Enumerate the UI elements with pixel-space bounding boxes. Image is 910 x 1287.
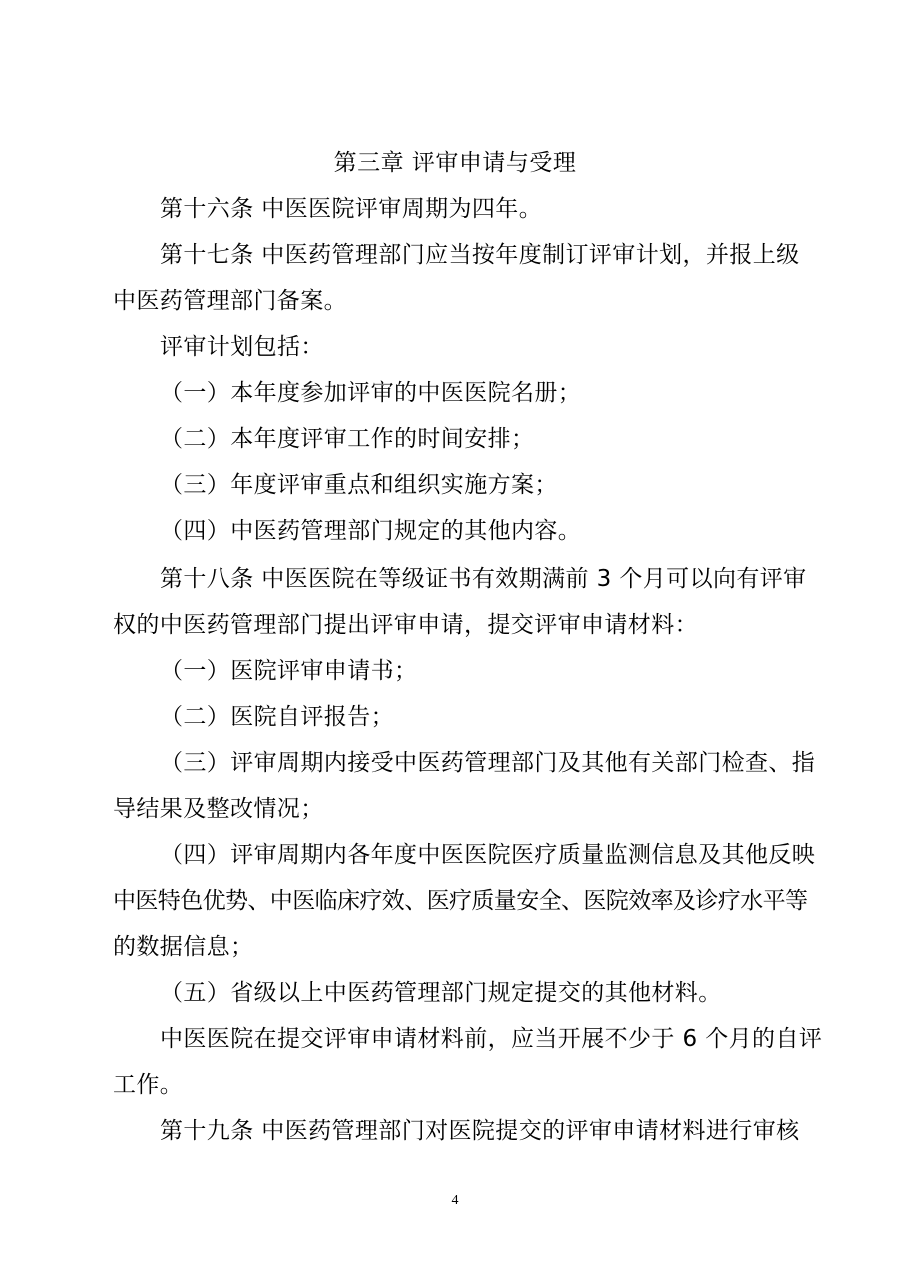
material-item-4-line-3: 的数据信息； — [113, 934, 254, 960]
material-item-2: （二）医院自评报告； — [160, 704, 394, 730]
article-17-line-2: 中医药管理部门备案。 — [113, 288, 347, 314]
plan-item-3: （三）年度评审重点和组织实施方案； — [160, 472, 558, 498]
material-item-3-line-1: （三）评审周期内接受中医药管理部门及其他有关部门检查、指 — [160, 750, 816, 776]
article-19-line-1: 第十九条 中医药管理部门对医院提交的评审申请材料进行审核 — [160, 1118, 800, 1144]
material-item-1: （一）医院评审申请书； — [160, 658, 418, 684]
self-evaluation-line-2: 工作。 — [113, 1072, 184, 1098]
plan-item-2: （二）本年度评审工作的时间安排； — [160, 426, 535, 452]
material-item-3-line-2: 导结果及整改情况； — [113, 796, 324, 822]
self-evaluation-line-1: 中医医院在提交评审申请材料前，应当开展不少于 6 个月的自评 — [160, 1026, 823, 1052]
article-17-line-1: 第十七条 中医药管理部门应当按年度制订评审计划，并报上级 — [160, 242, 800, 268]
material-item-4-line-2: 中医特色优势、中医临床疗效、医疗质量安全、医院效率及诊疗水平等 — [113, 888, 808, 914]
chapter-title: 第三章 评审申请与受理 — [333, 150, 577, 176]
plan-item-1: （一）本年度参加评审的中医医院名册； — [160, 380, 582, 406]
material-item-5: （五）省级以上中医药管理部门规定提交的其他材料。 — [160, 980, 722, 1006]
plan-intro: 评审计划包括： — [160, 334, 324, 360]
article-18-line-2: 权的中医药管理部门提出评审申请，提交评审申请材料： — [113, 612, 698, 638]
article-16: 第十六条 中医医院评审周期为四年。 — [160, 196, 543, 222]
article-18-line-1: 第十八条 中医医院在等级证书有效期满前 3 个月可以向有评审 — [160, 566, 807, 592]
plan-item-4: （四）中医药管理部门规定的其他内容。 — [160, 518, 582, 544]
material-item-4-line-1: （四）评审周期内各年度中医医院医疗质量监测信息及其他反映 — [160, 842, 816, 868]
page-number: 4 — [451, 1193, 459, 1208]
